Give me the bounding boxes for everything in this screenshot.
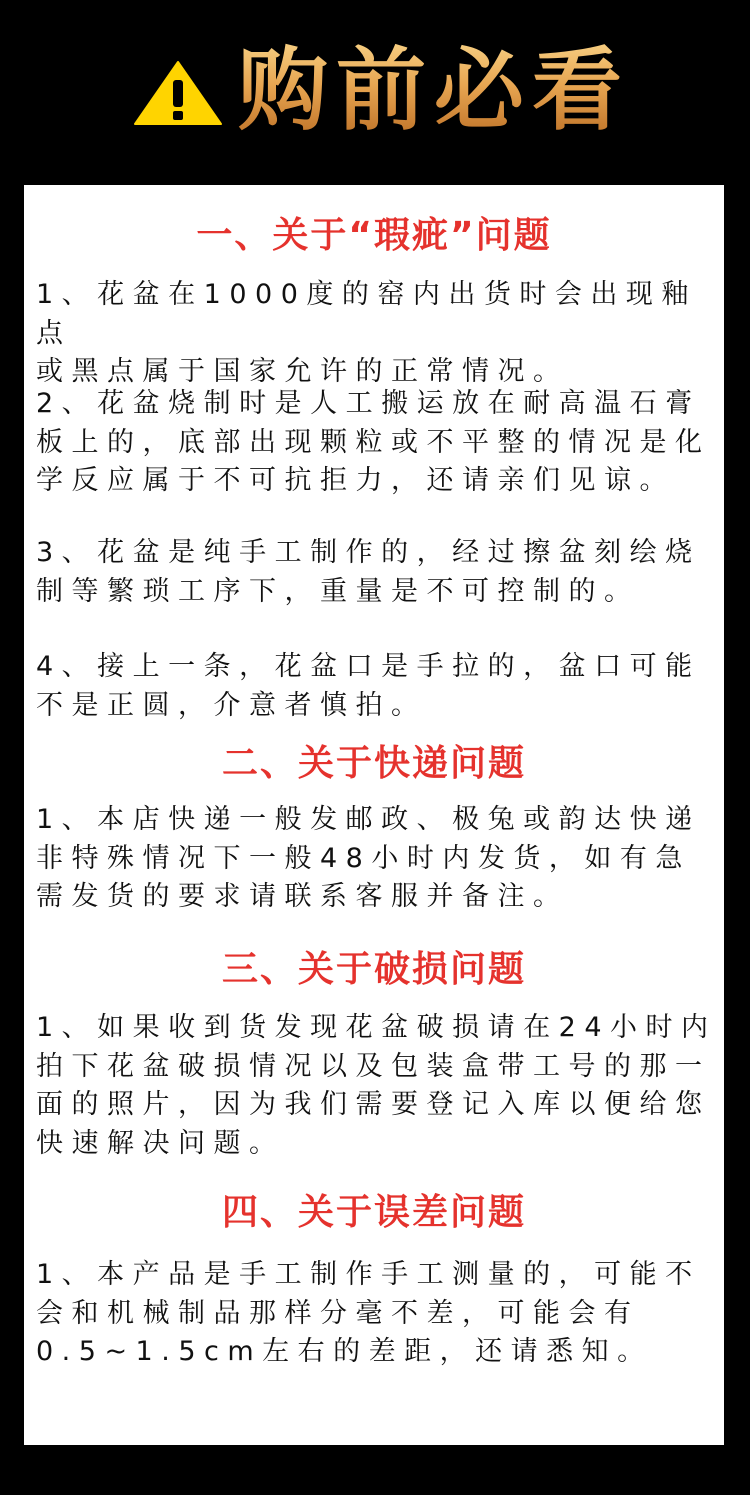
tolerance-paragraph-1: 1、本产品是手工制作手工测量的，可能不 会和机械制品那样分毫不差，可能会有 0.5~1.5cm左右的差距，还请悉知。: [36, 1259, 701, 1367]
delivery-paragraph-1: 1、本店快递一般发邮政、极兔或韵达快递 非特殊情况下一般48小时内发货，如有急 需发货的要求请联系客服并备注。: [36, 804, 701, 912]
notice-panel: [24, 185, 724, 1445]
damage-paragraph-1: 1、如果收到货发现花盆破损请在24小时内 拍下花盆破损情况以及包装盒带工号的那一 面的照片，因为我们需要登记入库以便给您 快速解决问题。: [36, 1012, 717, 1159]
section-title-damage: 三、关于破损问题: [221, 949, 526, 990]
defects-paragraph-3: 3、花盆是纯手工制作的，经过擦盆刻绘烧 制等繁琐工序下，重量是不可控制的。: [36, 537, 701, 607]
section-title-defects: 一、关于“瑕疵”问题: [196, 215, 552, 256]
defects-paragraph-1: 1、花盆在1000度的窑内出货时会出现釉点 或黑点属于国家允许的正常情况。: [36, 279, 697, 387]
page-title: 购前必看: [238, 36, 630, 146]
section-title-tolerance: 四、关于误差问题: [221, 1192, 526, 1233]
defects-paragraph-2: 2、花盆烧制时是人工搬运放在耐高温石膏 板上的，底部出现颗粒或不平整的情况是化 学反应属于不可抗拒力，还请亲们见谅。: [36, 388, 711, 496]
defects-paragraph-4: 4、接上一条，花盆口是手拉的，盆口可能 不是正圆，介意者慎拍。: [36, 651, 701, 721]
header-banner: [0, 0, 750, 185]
section-title-delivery: 二、关于快递问题: [221, 743, 526, 784]
warning-triangle-icon: [133, 60, 223, 126]
